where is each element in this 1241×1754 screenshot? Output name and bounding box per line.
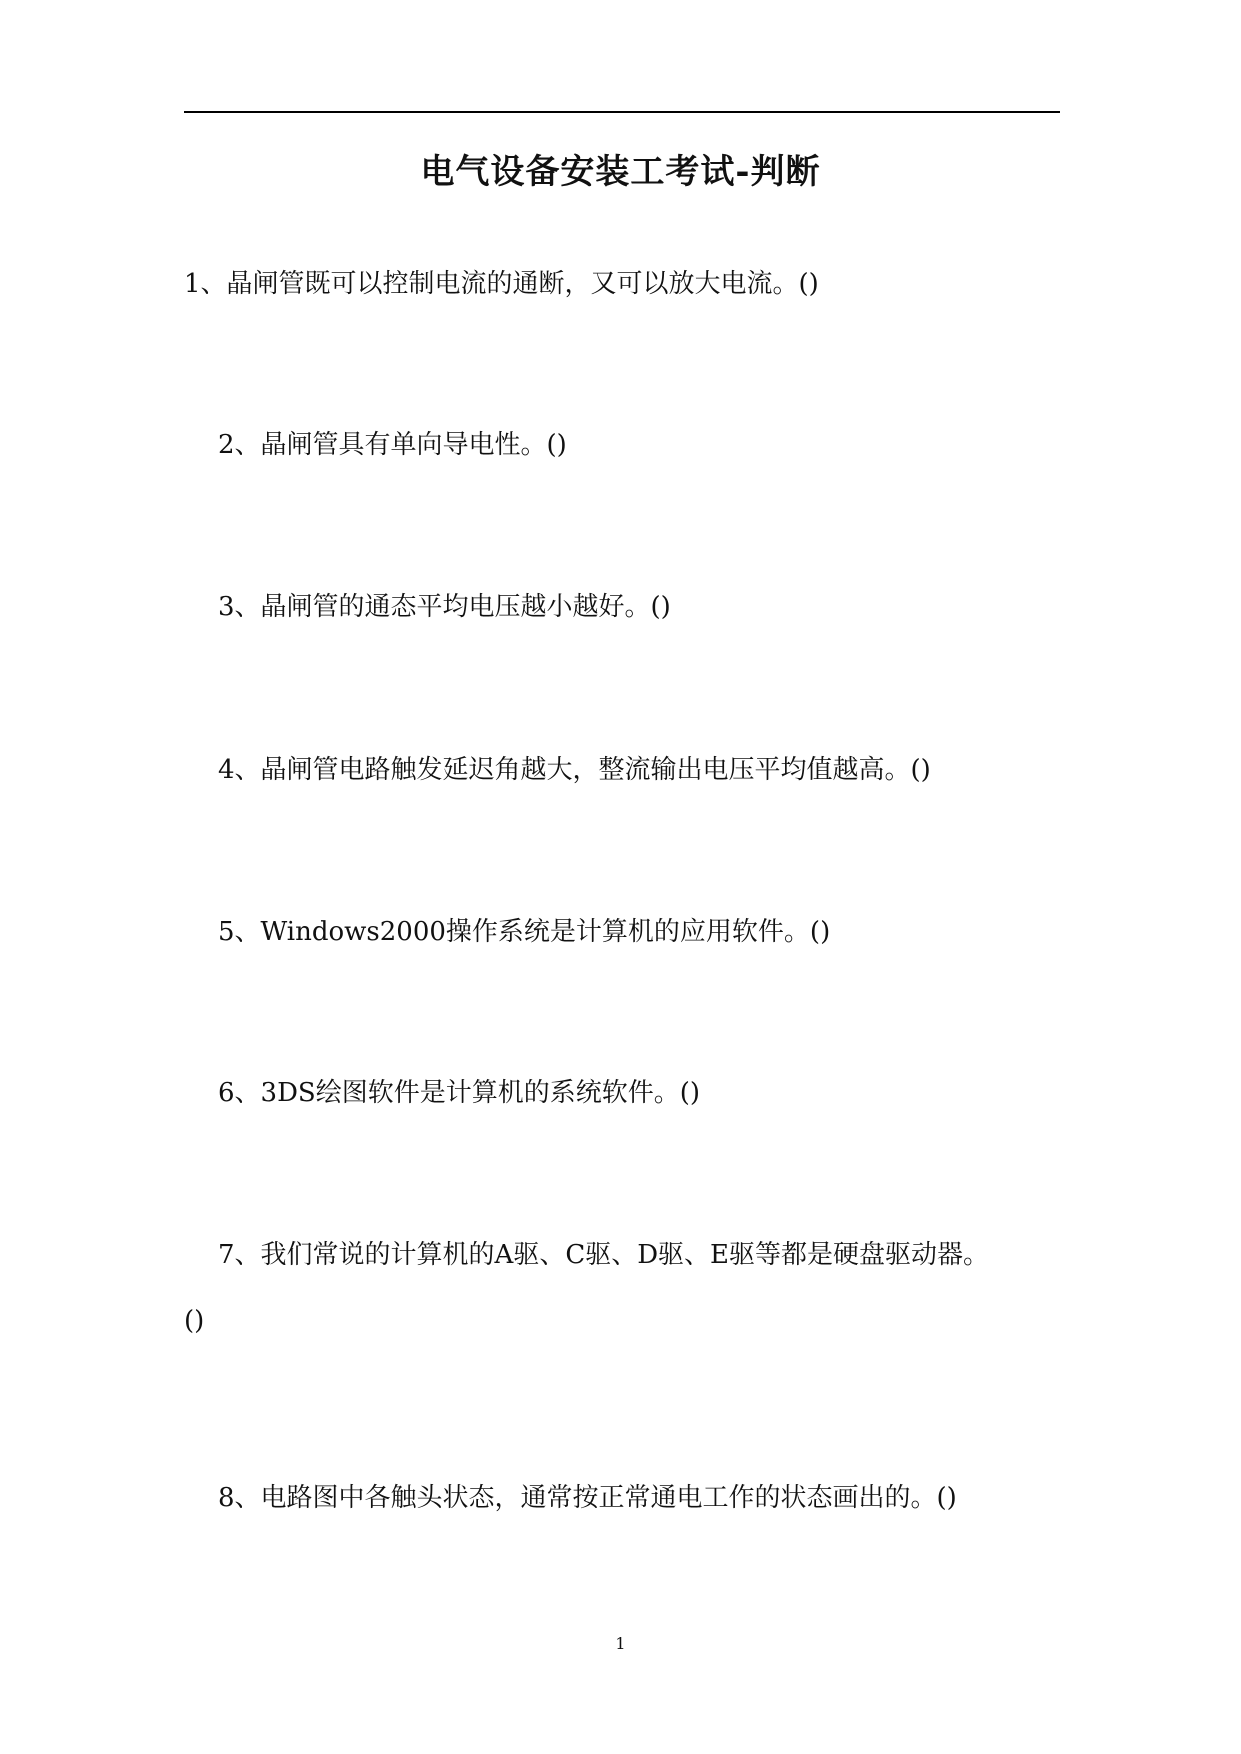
- question-7-line1: 7、我们常说的计算机的A驱、C驱、D驱、E驱等都是硬盘驱动器。: [218, 1240, 990, 1270]
- question-2: 2、晶闸管具有单向导电性。(): [218, 430, 567, 460]
- question-7: [184, 1235, 1094, 1341]
- question-5: 5、Windows2000操作系统是计算机的应用软件。(): [218, 917, 831, 947]
- page-number: 1: [615, 1634, 626, 1653]
- question-3: 3、晶闸管的通态平均电压越小越好。(): [218, 592, 671, 622]
- question-1: 1、晶闸管既可以控制电流的通断，又可以放大电流。(): [184, 269, 819, 299]
- document-title: 电气设备安装工考试-判断: [420, 152, 821, 192]
- question-7-line2: (): [184, 1306, 205, 1336]
- question-8: 8、电路图中各触头状态，通常按正常通电工作的状态画出的。(): [218, 1483, 957, 1513]
- question-4: 4、晶闸管电路触发延迟角越大，整流输出电压平均值越高。(): [218, 755, 931, 785]
- header-rule: [184, 111, 1060, 113]
- question-6: 6、3DS绘图软件是计算机的系统软件。(): [218, 1078, 701, 1108]
